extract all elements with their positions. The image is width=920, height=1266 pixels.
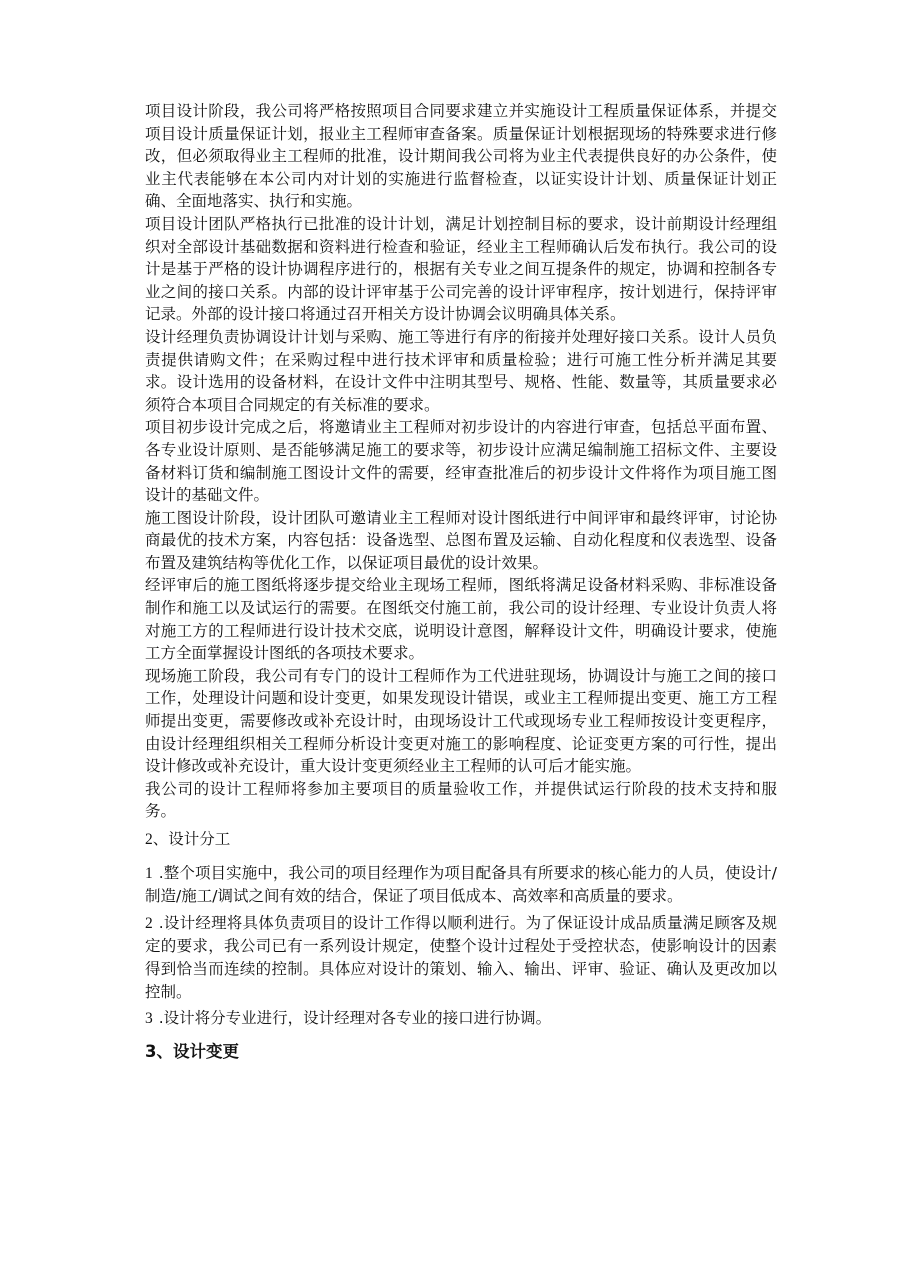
list-item-text: .设计将分专业进行，设计经理对各专业的接口进行协调。 — [158, 1009, 552, 1028]
list-item — [145, 1007, 777, 1031]
paragraph-site-construction: 现场施工阶段，我公司有专门的设计工程师作为工代进驻现场，协调设计与施工之间的接口工作，处理设计问题和设计变更，如果发现设计错误，或业主工程师提出变更、施工方工程师提出变更，需要修改或补充设计时，由现场设计工代或现场专业工程师按设计变更程序，由设计经理组织相关工程师分析设计变更对施工的影响程度、论证变更方案的可行性，提出设计修改或补充设计，重大设计变更须经业主工程师的认可后才能实施。 — [145, 666, 777, 776]
paragraph-design-phase: 项目设计阶段，我公司将严格按照项目合同要求建立并实施设计工程质量保证体系，并提交项目设计质量保证计划，报业主工程师审查备案。质量保证计划根据现场的特殊要求进行修改，但必须取得业主工程师的批准，设计期间我公司将为业主代表提供良好的办公条件，使业主代表能够在本公司内对计划的实施进行监督检查，以证实设计计划、质量保证计划正确、全面地落实、执行和实施。 — [145, 102, 777, 211]
section-heading-design-change: 3、设计变更 — [145, 1041, 239, 1061]
paragraph-design-manager: 设计经理负责协调设计计划与采购、施工等进行有序的衔接并处理好接口关系。设计人员负责提供请购文件；在采购过程中进行技术评审和质量检验；进行可施工性分析并满足其要求。设计选用的设备材料，在设计文件中注明其型号、规格、性能、数量等，其质量要求必须符合本项目合同规定的有关标准的要求。 — [145, 327, 777, 414]
paragraph-quality-acceptance: 我公司的设计工程师将参加主要项目的质量验收工作，并提供试运行阶段的技术支持和服务。 — [145, 779, 777, 821]
list-item — [145, 912, 777, 1003]
paragraph-construction-drawing: 施工图设计阶段，设计团队可邀请业主工程师对设计图纸进行中间评审和最终评审，讨论协商最优的技术方案，内容包括：设备选型、总图布置及运输、自动化程度和仪表选型、设备布置及建筑结构等优化工作，以保证项目最优的设计效果。 — [145, 508, 777, 572]
document-page — [145, 100, 777, 1063]
section-heading-design-division: 2、设计分工 — [145, 831, 231, 848]
list-item-text: .设计经理将具体负责项目的设计工作得以顺利进行。为了保证设计成品质量满足顾客及规定的要求，我公司已有一系列设计规定，使整个设计过程处于受控状态，使影响设计的因素得到恰当而连续的控制。具体应对设计的策划、输入、输出、评审、验证、确认及更改加以控制。 — [145, 913, 777, 1001]
paragraph-reviewed-drawings: 经评审后的施工图纸将逐步提交给业主现场工程师，图纸将满足设备材料采购、非标准设备制作和施工以及试运行的需要。在图纸交付施工前，我公司的设计经理、专业设计负责人将对施工方的工程师进行设计技术交底，说明设计意图，解释设计文件，明确设计要求，使施工方全面掌握设计图纸的各项技术要求。 — [145, 576, 777, 663]
list-item-number: 2 — [145, 914, 153, 932]
list-item-number: 3 — [145, 1010, 153, 1028]
paragraph-preliminary-design: 项目初步设计完成之后，将邀请业主工程师对初步设计的内容进行审查，包括总平面布置、各专业设计原则、是否能够满足施工的要求等，初步设计应满足编制施工招标文件、主要设备材料订货和编制施工图设计文件的需要，经审查批准后的初步设计文件将作为项目施工图设计的基础文件。 — [145, 418, 777, 505]
list-item-number: 1 — [145, 864, 153, 882]
paragraph-design-team: 项目设计团队严格执行已批准的设计计划，满足计划控制目标的要求，设计前期设计经理组织对全部设计基础数据和资料进行检查和验证，经业主工程师确认后发布执行。我公司的设计是基于严格的设计协调程序进行的，根据有关专业之间互提条件的规定，协调和控制各专业之间的接口关系。内部的设计评审基于公司完善的设计评审程序，按计划进行，保持评审记录。外部的设计接口将通过召开相关方设计协调会议明确具体关系。 — [145, 214, 777, 324]
list-item-text: .整个项目实施中，我公司的项目经理作为项目配备具有所要求的核心能力的人员，使设计/制造/施工/调试之间有效的结合，保证了项目低成本、高效率和高质量的要求。 — [145, 863, 777, 906]
list-item — [145, 862, 777, 908]
